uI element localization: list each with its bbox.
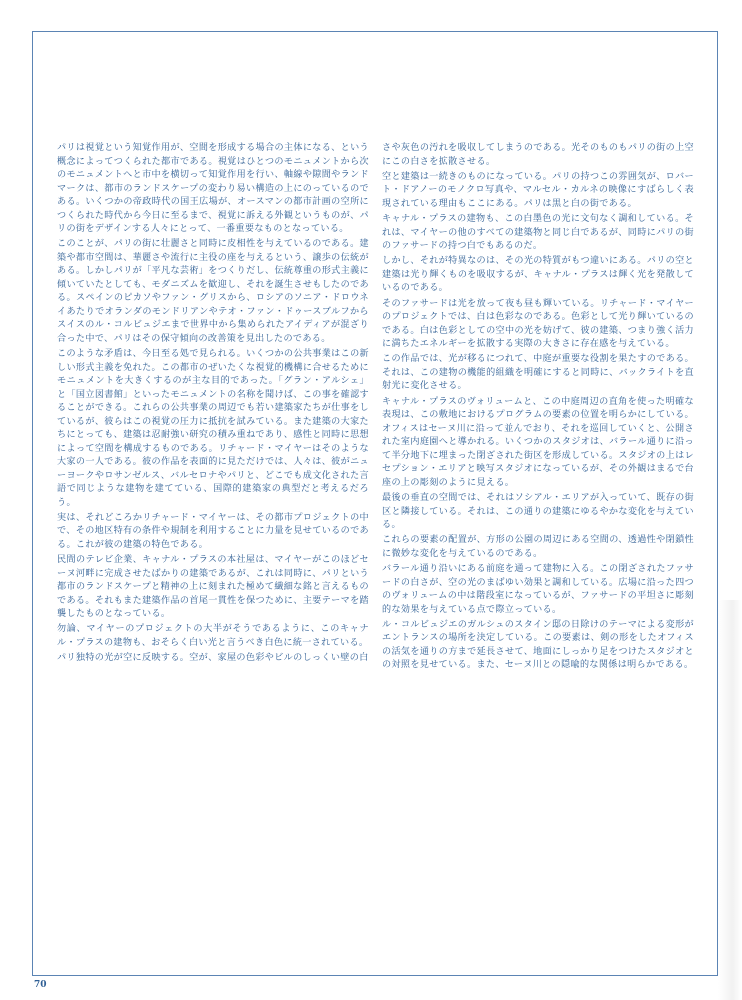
paragraph: 最後の垂直の空間では、それはソシアル・エリアが入っていて、既存の街区と隣接している。それは、この通りの建築にゆるやかな変化を与えている。 (382, 493, 694, 531)
paragraph: そのファサードは光を放って夜も昼も輝いている。リチャード・マイヤーのプロジェクトでは、白は色彩なのである。色彩として光り輝いているのである。白は色彩としての空中の光を妨げて、彼の建築、つまり強く活力に満ちたエネルギーを拡散する実際の大きさに存在感を与えている。 (382, 298, 694, 350)
paragraph: この作品では、光が移るにつれて、中庭が重要な役割を果たすのである。それは、この建物の機能的組織を明確にすると同時に、バックライトを直射光に変化させる。 (382, 354, 694, 392)
paragraph: さや灰色の汚れを吸収してしまうのである。光そのものもパリの街の上空にこの白さを拡散させる。 (382, 143, 694, 167)
paragraph: 勿論、マイヤーのプロジェクトの大半がそうであるように、このキャナル・プラスの建物も、おそらく白い光と言うべき白色に統一されている。 (57, 624, 369, 648)
text-column-left (57, 142, 369, 668)
page-number: 70 (34, 980, 47, 990)
paragraph: キャナル・プラスのヴォリュームと、この中庭周辺の直角を使った明確な表現は、この敷地におけるプログラムの要素の位置を明らかにしている。オフィスはセーヌ川に沿って並んでおり、それを巡回していくと、公開された室内庭園へと導かれる。いくつかのスタジオは、バラール通りに沿って半分地下に埋まった閉ざされた街区を形成している。スタジオの上はレセプション・エリアと映写スタジオになっているが、その外観はまるで台座の上の彫刻のように見える。 (382, 396, 694, 488)
paragraph: バラール通り沿いにある前庭を通って建物に入る。この閉ざされたファサードの白さが、空の光のまばゆい効果と調和している。広場に沿った四つのヴォリュームの中は階段室になっているが、ファサードの平坦さに彫刻的な効果を与えている点で際立っている。 (382, 564, 694, 615)
paragraph: ル・コルビュジエのガルシュのスタイン邸の日除けのテーマによる変形がエントランスの場所を決定している。この要素は、剣の形をしたオフィスの活気を通りの方まで延長させて、地面にしっかり足をつけたスタジオとの対照を見せている。また、セーヌ川との隠喩的な関係は明らかである。 (382, 619, 694, 671)
paragraph: これらの要素の配置が、方形の公園の周辺にある空間の、透過性や閉鎖性に微妙な変化を与えているのである。 (382, 535, 694, 559)
paragraph: このような矛盾は、今日至る処で見られる。いくつかの公共事業はこの新しい形式主義を免れた。この都市のぜいたくな視覚的機構に合せるためにモニュメントを大きくするのが主な目的であった。「グラン・アルシェ」と「国立図書館」といったモニュメントの名称を聞けば、この事を確認することができる。これらの公共事業の周辺でも若い建築家たちが仕事をしているが、彼らはこの視覚の圧力に抵抗を試みている。また建築の大家たちにとっても、建築は忍耐強い研究の積み重ねであり、感性と同時に思想によって空間を構成するものである。リチャード・マイヤーはそのような大家の一人である。彼の作品を表面的に見ただけでは、人々は、彼がニューヨークやロサンゼルス、バルセロナやパリと、どこでも成文化された言語で同じような建物を建てている、国際的建築家の典型だと考えるだろう。 (57, 349, 369, 508)
scan-shadow (718, 600, 742, 1000)
paragraph: 空と建築は一続きのものになっている。パリの持つこの雰囲気が、ロバート・ドアノーのモノクロ写真や、マルセル・カルネの映像にすばらしく表現されている理由もここにある。パリは黒と白の街である。 (382, 171, 694, 209)
text-column-right (382, 142, 694, 675)
paragraph: 民間のテレビ企業、キャナル・プラスの本社屋は、マイヤーがこのほどセーヌ河畔に完成させたばかりの建築であるが、これは同時に、パリという都市のランドスケープと精神の上に刻まれた極めて繊細な銘と言えるものである。それもまた建築作品の首尾一貫性を保つために、主要テーマを踏襲したものとなっている。 (57, 555, 369, 620)
paragraph: パリ独特の光が空に反映する。空が、家屋の色彩やビルのしっくい壁の白 (57, 653, 369, 664)
paragraph: しかし、それが特異なのは、その光の特質がもつ違いにある。パリの空と建築は光り輝くものを吸収するが、キャナル・プラスは輝く光を発散しているのである。 (382, 256, 694, 294)
paragraph: 実は、それどころかリチャード・マイヤーは、その都市プロジェクトの中で、その地区特有の条件や規制を利用することに力量を見せているのである。これが彼の建築の特色である。 (57, 512, 369, 550)
paragraph: このことが、パリの街に壮麗さと同時に皮相性を与えているのである。建築や都市空間は、華麗さや流行に主役の座を与えるという、譲歩の伝統がある。しかしパリが「平凡な芸術」をつくりだし、伝統尊重の形式主義に傾いていたとしても、モダニズムを歓迎し、それを誕生させもしたのである。スペインのピカソやファン・グリスから、ロシアのソニア・ドロウネイあたりでオランダのモンドリアンやテオ・ファン・ドゥースブルフからスイスのル・コルビュジエまで世界中から集められたアイディアが混ざり合った中で、パリはその保守傾向の改善策を見出したのである。 (57, 239, 369, 344)
paragraph: パリは視覚という知覚作用が、空間を形成する場合の主体になる、という概念によってつくられた都市である。視覚はひとつのモニュメントから次のモニュメントへと市中を横切って知覚作用を行い、軸線や隙間やランドマークは、都市のランドスケープの変わり易い構造の上にのっているのである。いくつかの帝政時代の国王広場が、オースマンの都市計画の空所につくられた時代から今日に至るまで、視覚に訴える外観というものが、パリの街をデザインする人々にとって、一番重要なものとなっている。 (57, 143, 369, 234)
paragraph: キャナル・プラスの建物も、この白墨色の光に文句なく調和している。それは、マイヤーの他のすべての建築物と同じ白であるが、同時にパリの街のファサードの持つ白でもあるのだ。 (382, 214, 694, 252)
